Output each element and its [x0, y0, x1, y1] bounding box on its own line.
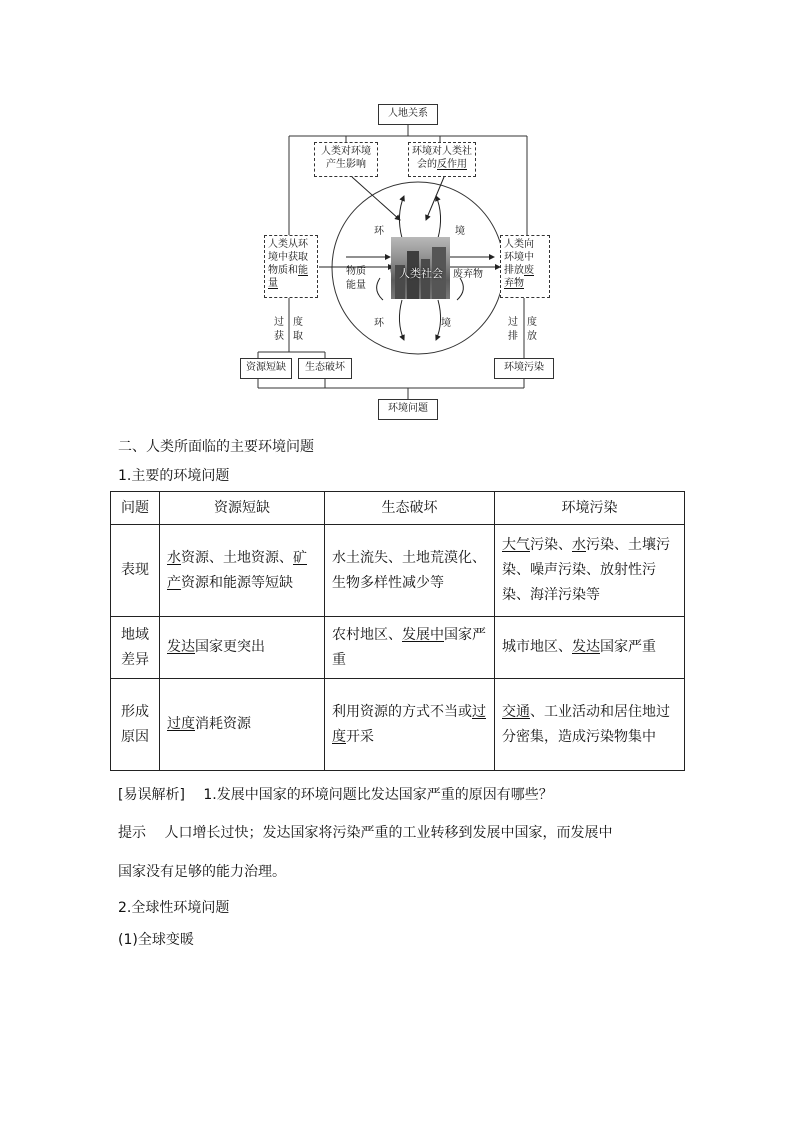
cell-underline: 发达: [572, 639, 600, 655]
reaction-line-1: 环境对人类社: [412, 146, 472, 157]
table-cell: [495, 617, 685, 679]
cell-text: 资源、土地资源、: [181, 549, 293, 566]
cell-text: 国家更突出: [195, 639, 265, 655]
reaction-box: [408, 142, 476, 177]
cell-underline: 过度: [167, 716, 195, 732]
table-header: 资源短缺: [160, 492, 325, 525]
env-top-left: 环: [374, 226, 384, 237]
left-line-4: 量: [268, 278, 278, 289]
hint-answer-label: 提示: [118, 825, 146, 841]
cell-text: 国家严重: [600, 639, 656, 655]
row-label: 形成原因: [111, 679, 160, 771]
table-cell: 水土流失、土地荒漠化、生物多样性减少等: [325, 525, 495, 617]
eco-damage-box: [298, 358, 352, 379]
impact-line-1: 人类对环境: [321, 146, 371, 157]
right-line-4: 弃物: [504, 278, 524, 289]
impact-line-2: 产生影响: [326, 159, 366, 170]
table-cell: [495, 679, 685, 771]
left-mid-a: 过: [274, 317, 284, 328]
cell-underline: 矿: [293, 549, 307, 566]
right-line-2: 环境中: [504, 252, 534, 263]
bottom-label: 环境问题: [388, 403, 428, 414]
resource-shortage-box: [240, 358, 292, 379]
cell-text: 资源和能源等短缺: [181, 574, 293, 591]
hint-answer-text: 人口增长过快；发达国家将污染严重的工业转移到发展中国家，而发展中: [164, 825, 613, 841]
cell-text: 污染、土壤污染、噪声污染、放射性污染、海洋污染等: [502, 537, 670, 603]
env-bottom-right: 境: [441, 318, 451, 329]
reaction-line-2b: 反作用: [437, 159, 467, 170]
left-mid-d: 取: [293, 331, 303, 342]
right-mid-a: 过: [508, 317, 518, 328]
pollution-label: 环境污染: [504, 362, 544, 373]
table-header: 生态破坏: [325, 492, 495, 525]
right-line-1: 人类向: [504, 239, 534, 250]
right-mid-b: 度: [527, 317, 537, 328]
table-cell: [160, 525, 325, 617]
cell-underline: 水: [167, 549, 181, 566]
waste-label: 废弃物: [453, 269, 483, 280]
cell-underline: 产: [167, 574, 181, 591]
matter-label-2: 能量: [346, 280, 366, 291]
left-box: [264, 235, 318, 298]
table-cell: [160, 617, 325, 679]
cell-text: 污染、: [530, 537, 572, 553]
cell-text: 城市地区、: [502, 639, 572, 655]
cell-underline: 水: [572, 537, 586, 553]
cell-text: 农村地区、: [332, 626, 402, 643]
right-mid-d: 放: [527, 331, 537, 342]
left-mid-b: 度: [293, 317, 303, 328]
row-label: 表现: [111, 525, 160, 617]
cell-text: 国家严重: [332, 626, 486, 668]
eco-damage-label: 生态破坏: [305, 362, 345, 373]
cell-underline: 交通: [502, 703, 530, 720]
left-line-3a: 物质和: [268, 265, 298, 276]
env-top-right: 境: [455, 226, 465, 237]
diagram-bottom-box: [378, 399, 438, 420]
cell-text: 消耗资源: [195, 716, 251, 732]
society-label: 人类社会: [399, 267, 443, 280]
table-row: [111, 617, 685, 679]
cell-text: 开采: [346, 728, 374, 745]
table-cell: [325, 617, 495, 679]
reaction-line-2a: 会的: [417, 159, 437, 170]
table-cell: [495, 525, 685, 617]
impact-box: [314, 142, 378, 177]
left-mid-c: 获: [274, 331, 284, 342]
hint-question: [118, 784, 553, 804]
table-header: 环境污染: [495, 492, 685, 525]
left-line-3b: 能: [298, 265, 308, 276]
subsection-1: 1.主要的环境问题: [118, 468, 230, 484]
row-label: 地域差异: [111, 617, 160, 679]
cell-underline: 过度: [332, 703, 486, 745]
table-row: [111, 525, 685, 617]
diagram-top-box: [378, 104, 438, 125]
hint-answer-line-1: [118, 822, 612, 842]
subsection-2: 2.全球性环境问题: [118, 900, 230, 916]
table-header: 问题: [111, 492, 160, 525]
table-cell: [160, 679, 325, 771]
left-line-2: 境中获取: [268, 252, 308, 263]
environment-problems-table: [110, 491, 685, 771]
right-mid-c: 排: [508, 331, 518, 342]
env-bottom-left: 环: [374, 318, 384, 329]
right-box: [500, 235, 550, 298]
pollution-box: [494, 358, 554, 379]
section-title: 二、人类所面临的主要环境问题: [118, 439, 314, 455]
table-cell: [325, 679, 495, 771]
hint-answer-line-2: 国家没有足够的能力治理。: [118, 864, 286, 880]
right-line-3b: 废: [524, 265, 534, 276]
matter-label-1: 物质: [346, 266, 366, 277]
diagram-lines: [0, 0, 794, 430]
table-header-row: [111, 492, 685, 525]
cell-underline: 大气: [502, 537, 530, 553]
top-label: 人地关系: [388, 108, 428, 119]
hint-question-label: [易误解析]: [118, 787, 185, 803]
cell-text: 、工业活动和居住地过分密集，造成污染物集中: [502, 703, 670, 745]
left-line-1: 人类从环: [268, 239, 308, 250]
right-line-3a: 排放: [504, 265, 524, 276]
resource-shortage-label: 资源短缺: [246, 362, 286, 373]
cell-text: 利用资源的方式不当或: [332, 703, 472, 720]
cell-underline: 发展中: [402, 626, 444, 643]
cell-underline: 发达: [167, 639, 195, 655]
table-row: [111, 679, 685, 771]
hint-question-text: 1.发展中国家的环境问题比发达国家严重的原因有哪些？: [203, 787, 553, 803]
subsection-2-1: (1)全球变暖: [118, 932, 194, 948]
